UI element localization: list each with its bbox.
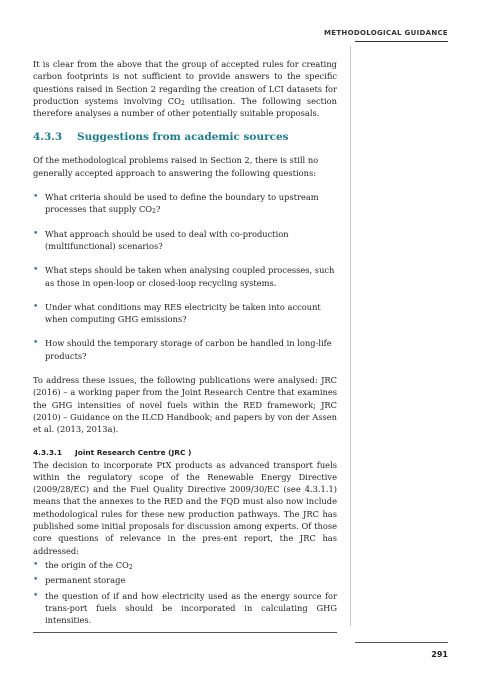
section-title: Suggestions from academic sources [77, 131, 289, 144]
jrc-topic-item: • the question of if and how electricity used as the energy source for trans-port fuels should be incorporated in calculating GHG intensities. [33, 590, 337, 626]
question-item: • What approach should be used to deal with co-production (multifunctional) scenarios? [33, 228, 289, 251]
bullet-icon: • [33, 192, 39, 203]
section-number: 4.3.3 [33, 131, 63, 144]
subsection-heading [33, 447, 337, 459]
footer-rule [355, 642, 448, 643]
question-item: • What steps should be taken when analysing coupled processes, such as those in open-loop or closed-loop recycling systems. [33, 265, 335, 288]
subsection-number: 4.3.3.1 [33, 447, 62, 457]
header-rule [355, 41, 448, 42]
running-header: METHODOLOGICAL GUIDANCE [324, 29, 448, 37]
jrc-paragraph: The decision to incorporate PtX products as advanced transport fuels within the regulatory scope of the Renewable Energy Directive (2009/28/EC) and the Fuel Quality Directive 2009/30/EC (see 4.3.1.1) means that the annexes to the RED and the FQD must also now include methodological rules for these new production pathways. The JRC has published some initial proposals for discussion among experts. Of those core questions of relevance in the pres-ent report, the JRC has addressed: [33, 459, 337, 556]
page-number: 291 [431, 650, 448, 659]
publications-paragraph: To address these issues, the following publications were analysed: JRC (2016) – a working paper from the Joint Research Centre that examines the GHG intensities of novel fuels within the RED framework; JRC (2010) – Guidance on the ILCD Handbook; and papers by von der Assen et al. (2013, 2013a). [33, 375, 337, 435]
bullet-icon: • [33, 559, 39, 570]
subsection-title: Joint Research Centre (JRC ) [75, 447, 192, 457]
bullet-icon: • [33, 338, 39, 349]
jrc-topic-item: • the origin of the $CO_2$ [33, 559, 133, 571]
footer-rule [33, 632, 337, 633]
jrc-topics-list [33, 559, 337, 626]
intro-text-part2: utilisation. The following section therefore analyses a number of other potentially suitable proposals. [33, 95, 337, 119]
jrc-topic-item: • permanent storage [33, 575, 126, 586]
bullet-icon: • [33, 301, 39, 312]
question-item: • Under what conditions may RES electricity be taken into account when computing GHG emissions? [33, 301, 321, 325]
section-heading [33, 131, 337, 144]
margin-column-rule [350, 46, 351, 626]
bullet-icon: • [33, 590, 39, 601]
main-text-column [33, 58, 337, 629]
intro-text-part1: It is clear from the above that the group of accepted rules for creating carbon footprints is not sufficient to provide answers to the specific questions raised in Section 2 regarding the creation of LCI datasets for production systems involving CO [33, 59, 337, 106]
intro-subscript: 2 [180, 99, 185, 107]
questions-list [33, 191, 337, 362]
question-item: • What criteria should be used to define the boundary to upstream processes that supply $CO_2$? [33, 192, 319, 216]
bullet-icon: • [33, 265, 39, 276]
question-item: • How should the temporary storage of carbon be handled in long-life products? [33, 338, 332, 361]
lead-in-paragraph: Of the methodological problems raised in Section 2, there is still no generally accepted approach to answering the following questions: [33, 155, 319, 178]
bullet-icon: • [33, 575, 39, 586]
intro-paragraph [33, 58, 337, 119]
bullet-icon: • [33, 228, 39, 239]
